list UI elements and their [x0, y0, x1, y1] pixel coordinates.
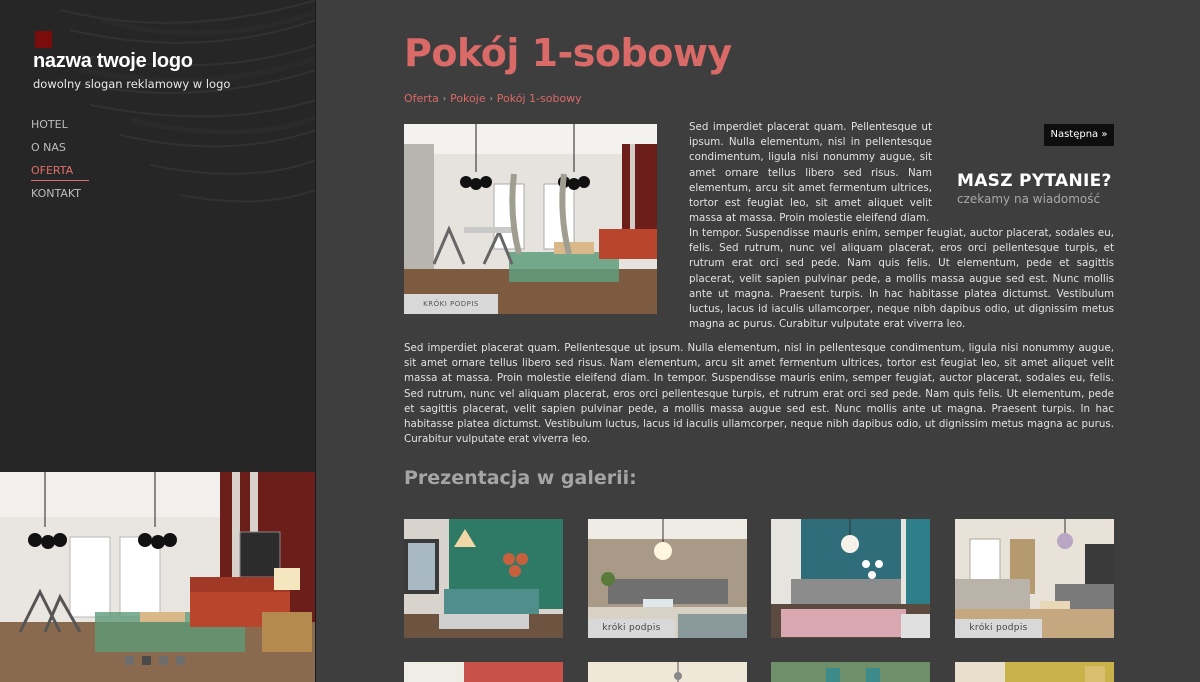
logo-name: nazwa twoje logo [33, 50, 193, 72]
gallery-item-2[interactable] [588, 519, 747, 638]
gallery-caption: króki podpis [588, 619, 675, 638]
room-photo[interactable] [404, 124, 657, 314]
gallery-item-1[interactable] [404, 519, 563, 638]
nav-item-kontakt[interactable]: KONTAKT [31, 187, 81, 200]
page-title: Pokój 1-sobowy [404, 31, 732, 75]
sidebar [0, 0, 316, 682]
main-nav [31, 116, 81, 208]
question-title: MASZ PYTANIE? [957, 171, 1112, 191]
breadcrumb-oferta[interactable]: Oferta [404, 92, 439, 105]
gallery-title: Prezentacja w galerii: [404, 467, 637, 489]
gallery-item-7[interactable] [771, 662, 930, 682]
question-subtitle: czekamy na wiadomość [957, 192, 1101, 206]
logo-slogan: dowolny slogan reklamowy w logo [33, 77, 231, 91]
brush-texture [60, 0, 316, 230]
next-button[interactable]: Następna » [1044, 124, 1114, 146]
nav-item-oferta[interactable]: OFERTA [31, 164, 74, 177]
slider-dots [125, 656, 185, 665]
photo-caption: KRÓKI PODPIS [404, 294, 498, 314]
gallery-caption: króki podpis [955, 619, 1042, 638]
gallery-item-5[interactable] [404, 662, 563, 682]
gallery-item-6[interactable] [588, 662, 747, 682]
slider-dot-2[interactable] [142, 656, 151, 665]
description-paragraph-continued: In tempor. Suspendisse mauris enim, semper feugiat, auctor placerat, sodales eu, felis. Sed rutrum, nunc vel aliquam placerat, eros orci pellentesque turpis, et rutrum erat orci sed pede. Nam quis felis. Ut elementum, pede et sagittis placerat, velit sapien pulvinar pede, a mollis massa augue sed est. Nunc mollis ante ut magna. Praesent turpis. In hac habitasse platea dictumst. Vestibulum luctus, lacus id iaculis ullamcorper, neque nibh dapibus odio, ut dignissim metus magna ac purus. Curabitur vulputate erat viverra leo. [689, 227, 1114, 331]
logo-mark [35, 31, 52, 48]
description-paragraph-full: Sed imperdiet placerat quam. Pellentesque ut ipsum. Nulla elementum, nisl in pellentesque condimentum, ligula nisi nonummy augue, sit amet ornare tellus libero sed risus. Nam elementum, arcu sit amet fermentum ultrices, tortor est feugiat leo, sit amet aliquet velit massa at massa. Proin molestie eleifend diam. In tempor. Suspendisse mauris enim, semper feugiat, auctor placerat, sodales eu, felis. Sed rutrum, nunc vel aliquam placerat, eros orci pellentesque turpis, et rutrum erat orci sed pede. Nam quis felis. Ut elementum, pede et sagittis placerat, velit sapien pulvinar pede, a mollis massa augue sed est. Nunc mollis ante ut magna. Praesent turpis. In hac habitasse platea dictumst. Vestibulum luctus, lacus id iaculis ullamcorper, neque nibh dapibus odio, ut dignissim metus magna ac purus. Curabitur vulputate erat viverra leo. [404, 342, 1114, 446]
breadcrumb-separator-icon: › [489, 94, 493, 103]
sidebar-slider-image [0, 472, 316, 682]
gallery-item-3[interactable] [771, 519, 930, 638]
gallery-item-4[interactable] [955, 519, 1114, 638]
nav-active-underline [31, 180, 89, 181]
description-paragraph-top: Sed imperdiet placerat quam. Pellentesque ut ipsum. Nulla elementum, nisl in pellentesque condimentum, ligula nisi nonummy augue, sit amet ornare tellus libero sed risus. Nam elementum, arcu sit amet fermentum ultrices, tortor est feugiat leo, sit amet aliquet velit massa at massa. Proin molestie eleifend diam. [689, 121, 932, 225]
slider-dot-4[interactable] [176, 656, 185, 665]
breadcrumb-separator-icon: › [442, 94, 447, 103]
nav-item-o-nas[interactable]: O NAS [31, 141, 66, 154]
slider-dot-3[interactable] [159, 656, 168, 665]
breadcrumb-pokoje[interactable]: Pokoje [450, 92, 486, 105]
nav-item-hotel[interactable]: HOTEL [31, 118, 68, 131]
question-box[interactable] [957, 171, 1117, 206]
gallery-item-8[interactable] [955, 662, 1114, 682]
breadcrumb-current[interactable]: Pokój 1-sobowy [496, 92, 582, 105]
slider-dot-1[interactable] [125, 656, 134, 665]
breadcrumb [404, 92, 582, 105]
